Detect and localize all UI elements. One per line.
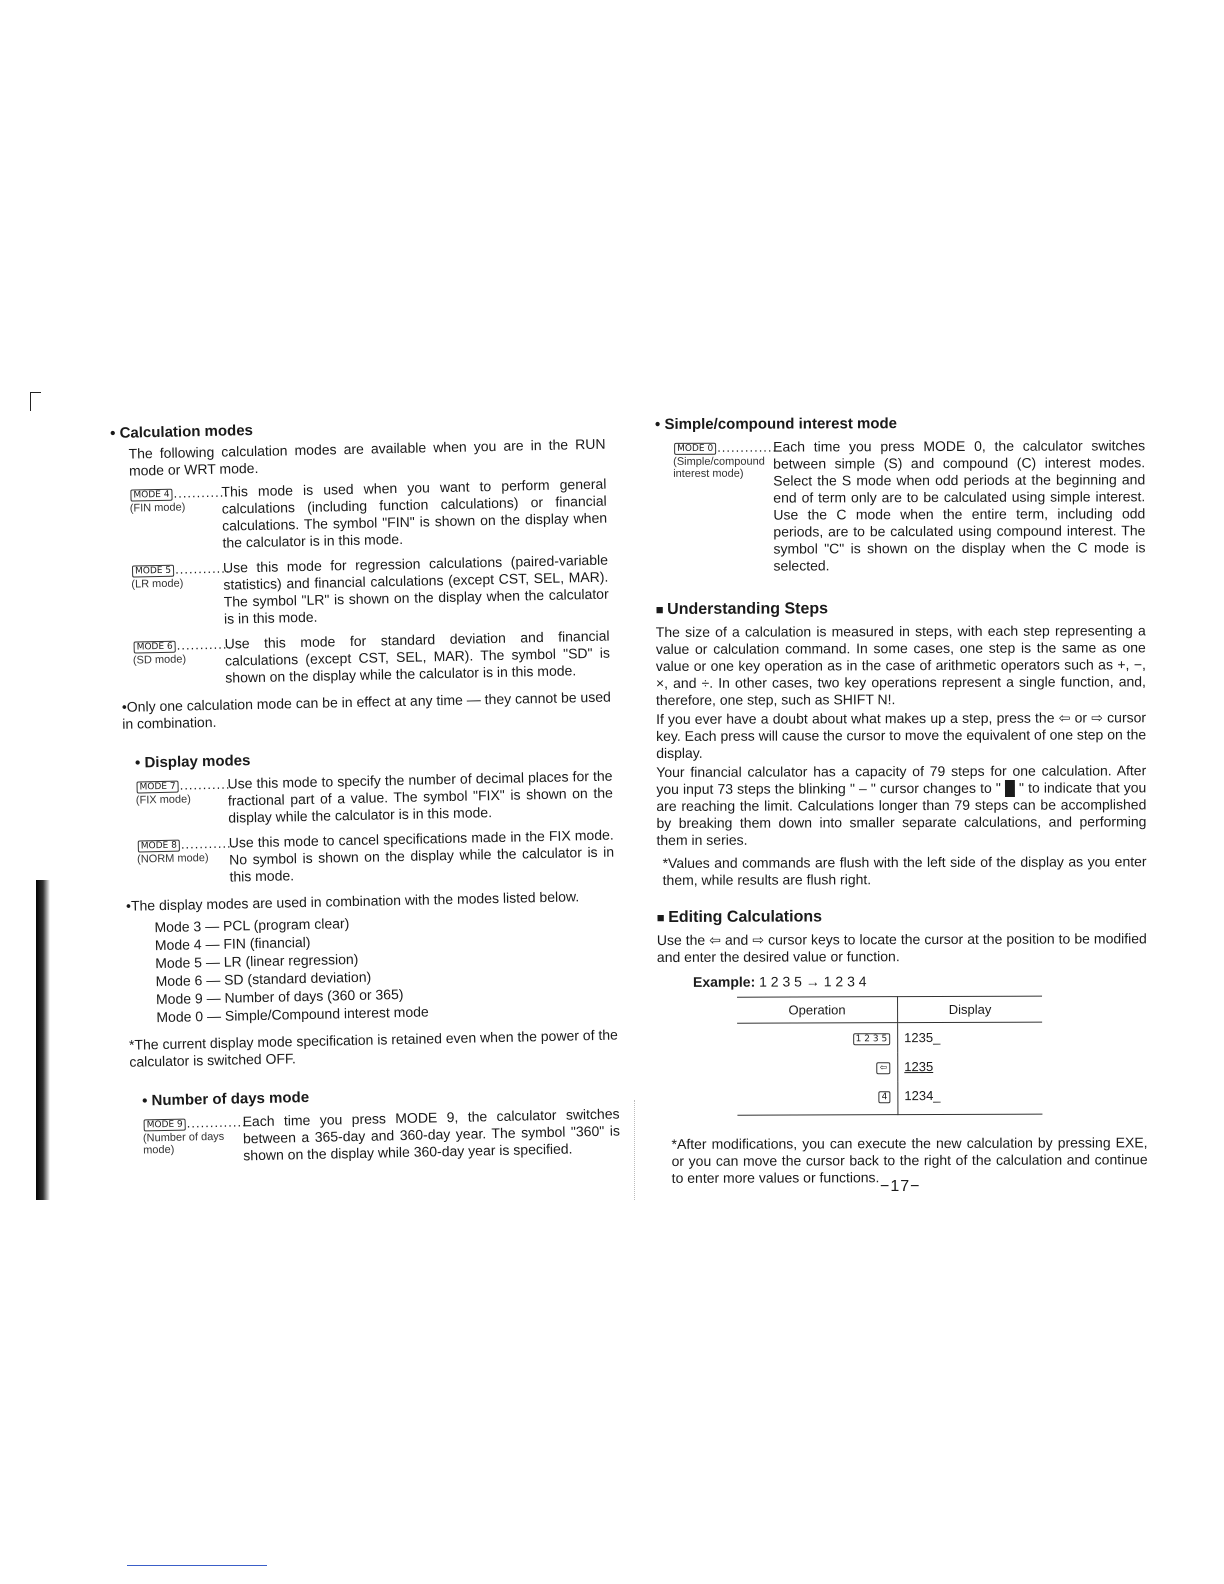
mode-label: (FIX mode) — [135, 793, 191, 807]
key-sequence: 4 — [879, 1091, 891, 1103]
editing-heading: ■ Editing Calculations — [657, 907, 1147, 926]
mode-key-icon: MODE 4 — [130, 488, 172, 501]
scan-mark — [30, 392, 41, 411]
example-label: Example: — [692, 973, 756, 990]
interest-mode-heading: • Simple/compound interest mode — [655, 414, 1145, 433]
bottom-rule — [127, 1565, 267, 1566]
list-item: Mode 0 — Simple/Compound interest mode — [156, 1003, 429, 1026]
mode-key-block — [142, 1113, 247, 1166]
steps-paragraph-1: The size of a calculation is measured in steps, with each step representing a value or calculation command. In some cases, one step is the same as one value or one key operation as in the case of arithmetic operators such as +, −, ×, and ÷. In other cases, two key operations represent a single function, and, therefore, one step, such as SHIFT N!. — [655, 622, 1146, 708]
example-text: 1 2 3 5 → 1 2 3 4 — [759, 973, 867, 990]
mode-key-icon: MODE 6 — [134, 640, 176, 653]
steps-note: *Values and commands are flush with the left side of the display as you enter them, while results are flush right. — [662, 853, 1147, 888]
calc-modes-note: •Only one calculation mode can be in effect at any time — they cannot be used in combination. — [121, 688, 611, 732]
key-sequence: ⇦ — [877, 1062, 891, 1074]
table-header-display: Display — [898, 996, 1043, 1023]
table-row — [737, 1052, 1042, 1082]
leader-dots: ............ — [180, 835, 237, 852]
leader-dots: ............. — [186, 1114, 247, 1131]
mode-key-block — [673, 439, 778, 575]
mode-entry-lr — [131, 552, 609, 630]
mode-key-icon: MODE 9 — [144, 1118, 186, 1131]
operation-display-table — [737, 996, 1042, 1116]
display-value: 1235 — [904, 1059, 934, 1075]
mode-key-icon: MODE 0 — [674, 442, 716, 454]
steps-heading: ■ Understanding Steps — [656, 599, 1146, 618]
key-sequence: 1 2 3 5 — [853, 1033, 891, 1045]
mode-key-block — [132, 636, 233, 689]
display-modes-note2: *The current display mode specification is retained even when the power of the calculator is switched OFF. — [128, 1026, 619, 1070]
editing-paragraph: Use the ⇦ and ⇨ cursor keys to locate the cursor at the position to be modified and enter the desired value or function. — [656, 930, 1147, 965]
right-column — [655, 414, 1148, 1189]
list-item: Mode 6 — SD (standard deviation) — [155, 968, 372, 990]
mode-entry-norm — [137, 827, 615, 888]
list-item: Mode 3 — PCL (program clear) — [154, 915, 350, 936]
display-value: 1234_ — [898, 1081, 1043, 1115]
leader-dots: ............ — [176, 636, 233, 653]
mode-list — [154, 909, 617, 1027]
leader-dots: ............ — [173, 484, 229, 501]
display-modes-heading: • Display modes — [117, 745, 612, 772]
mode-key-icon: MODE 5 — [132, 564, 174, 577]
gutter-dots — [634, 1100, 637, 1200]
leader-dots: ............ — [174, 560, 231, 577]
calc-modes-heading: • Calculation modes — [110, 415, 605, 442]
mode-label: (Simple/compound interest mode) — [673, 455, 765, 480]
display-value: 1235_ — [904, 1030, 941, 1046]
mode-key-icon: MODE 7 — [136, 780, 178, 793]
mode-entry-interest — [673, 437, 1145, 575]
calc-modes-intro: The following calculation modes are available when you are in the RUN mode or WRT mode. — [128, 435, 606, 479]
mode-key-block — [131, 560, 231, 630]
display-modes-note: •The display modes are used in combination with the modes listed below. — [125, 888, 580, 914]
days-mode-heading: • Number of days mode — [124, 1082, 619, 1109]
mode-description: Use this mode for regression calculations (paired-variable statistics) and financial calculations (except CST, SEL, MAR). The symbol "LR" is shown on the display when the calculator is in this mode. — [222, 551, 609, 627]
scan-edge-shadow — [36, 880, 50, 1200]
table-row — [737, 1081, 1042, 1116]
mode-entry-sd — [132, 628, 610, 689]
mode-description: Use this mode to specify the number of decimal places for the fractional part of a value. The symbol "FIX" is shown on the display while the calculator is in this mode. — [227, 767, 613, 826]
mode-key-block — [129, 484, 229, 554]
editing-note: *After modifications, you can execute the new calculation by pressing EXE, or you can move the cursor back to the right of the calculation and continue to enter more values or functions. — [671, 1134, 1148, 1186]
table-header-operation: Operation — [737, 997, 898, 1024]
page-number: −17− — [880, 1178, 921, 1195]
mode-key-icon: MODE 8 — [138, 839, 180, 852]
steps-paragraph-2: If you ever have a doubt about what makes up a step, press the ⇦ or ⇨ cursor key. Each press will cause the cursor to move the equivalent of one step on the display. — [656, 709, 1147, 761]
mode-description: Each time you press MODE 9, the calculator switches between a 365-day and 360-day year. The symbol "360" is shown on the display while 360-day year is specified. — [242, 1105, 621, 1164]
mode-description: This mode is used when you want to perform general calculations (including function calculations) or financial calculations. The symbol "FIN" is shown on the display when the calculator is in this mode. — [221, 475, 608, 551]
list-item: Mode 5 — LR (linear regression) — [155, 950, 359, 972]
steps-paragraph-3: Your financial calculator has a capacity of 79 steps for one calculation. After you input 73 steps the blinking " – " cursor changes to " █ " to indicate that you are reaching the limit. Calculations longer than 79 steps can be accomplished by breaking them down into smaller separate calculations, and performing them in series. — [656, 762, 1147, 848]
list-item: Mode 9 — Number of days (360 or 365) — [155, 985, 404, 1008]
mode-key-block — [136, 835, 237, 888]
mode-description: Use this mode for standard deviation and financial calculations (except CST, SEL, MAR). The symbol "SD" is shown on the display while the calculator is in this mode. — [224, 627, 611, 686]
mode-label: (LR mode) — [131, 577, 184, 591]
mode-entry-fin — [129, 476, 607, 554]
mode-label: (FIN mode) — [129, 501, 186, 515]
leader-dots: ............. — [717, 439, 778, 455]
mode-label: (Number of days mode) — [142, 1130, 225, 1157]
example-line — [693, 972, 1147, 991]
mode-key-block — [135, 776, 236, 829]
mode-description: Each time you press MODE 0, the calculator switches between simple (S) and compound (C) interest modes. Select the S mode when odd periods at the beginning and end of term only are to be calculated using simple interest. Use the C mode when the entire term, including odd periods, are to be calculated using compound interest. The symbol "C" is shown on the display when the C mode is selected. — [773, 437, 1146, 574]
left-column — [110, 415, 621, 1175]
mode-entry-fix — [135, 768, 613, 829]
list-item: Mode 4 — FIN (financial) — [154, 933, 311, 954]
mode-label: (NORM mode) — [136, 852, 209, 866]
mode-entry-days — [142, 1105, 620, 1166]
leader-dots: ............ — [179, 776, 236, 793]
table-row — [737, 1022, 1042, 1053]
mode-description: Use this mode to cancel specifications made in the FIX mode. No symbol is shown on the display while the calculator is in this mode. — [228, 826, 615, 885]
mode-label: (SD mode) — [132, 653, 187, 667]
